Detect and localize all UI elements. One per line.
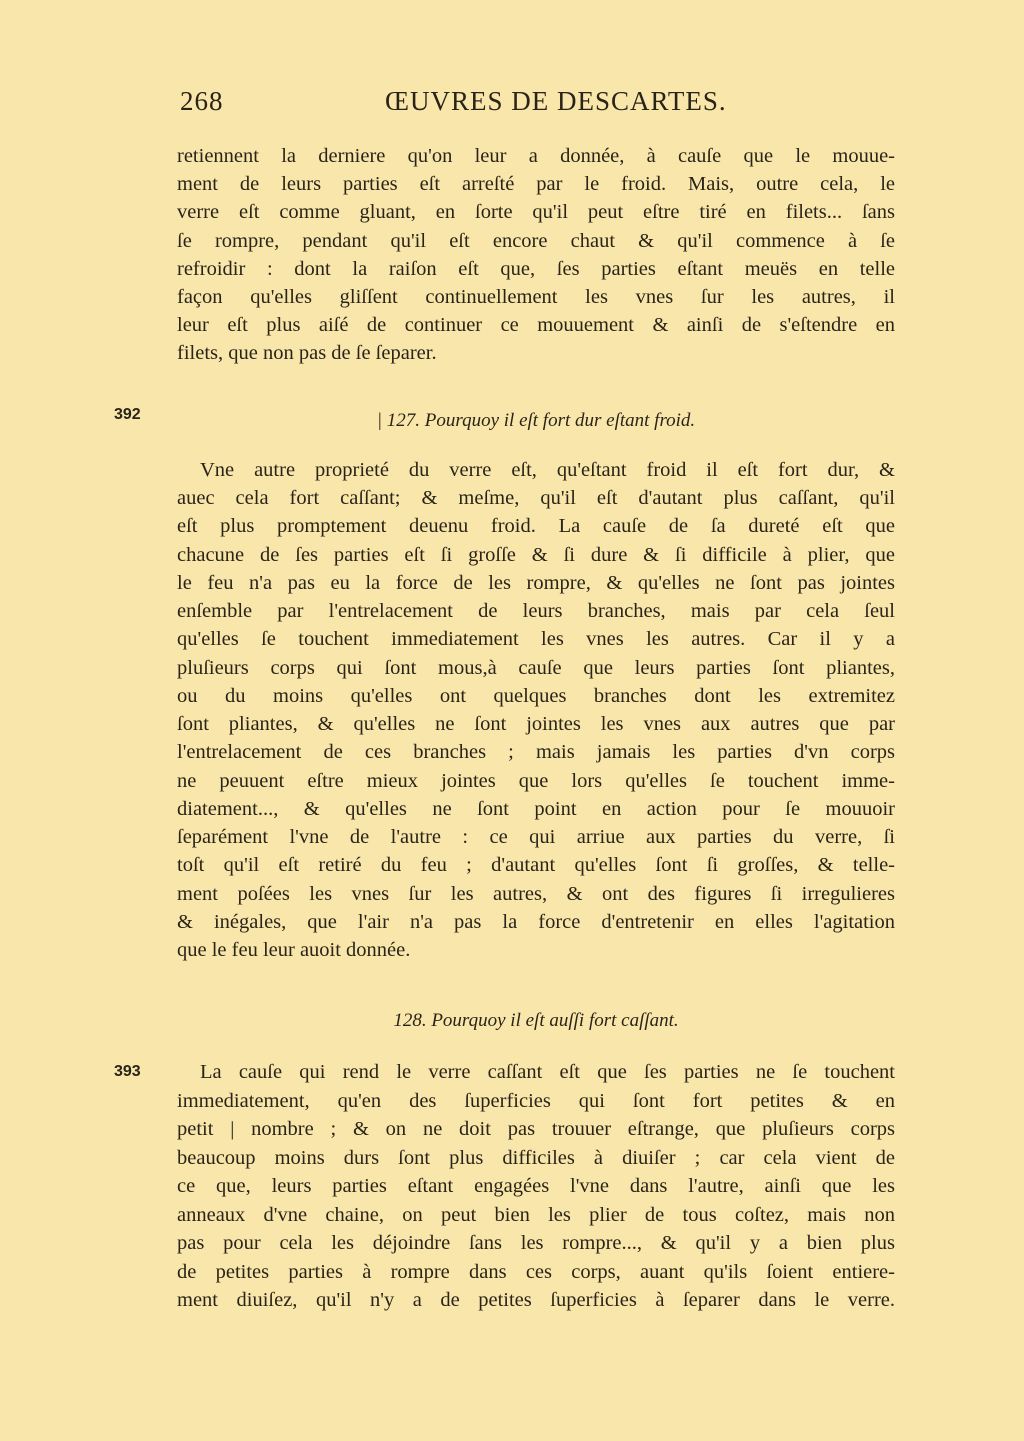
- text-line: & inégales, que l'air n'a pas la force d'entretenir en elles l'agitation: [177, 911, 895, 933]
- text-line: ſont pliantes, & qu'elles ne ſont jointes les vnes aux autres que par: [177, 713, 895, 735]
- text-line: ce que, leurs parties eſtant engagées l'vne dans l'autre, ainſi que les: [177, 1175, 895, 1197]
- text-line: pluſieurs corps qui ſont mous,à cauſe que leurs parties ſont pliantes,: [177, 657, 895, 679]
- text-line: La cauſe qui rend le verre caſſant eſt que ſes parties ne ſe touchent: [200, 1061, 895, 1083]
- text-line: ou du moins qu'elles ont quelques branches dont les extremitez: [177, 685, 895, 707]
- text-line: pas pour cela les déjoindre ſans les rompre..., & qu'il y a bien plus: [177, 1232, 895, 1254]
- text-line: anneaux d'vne chaine, on peut bien les plier de tous coſtez, mais non: [177, 1204, 895, 1226]
- text-line: l'entrelacement de ces branches ; mais jamais les parties d'vn corps: [177, 741, 895, 763]
- margin-note-392: 392: [114, 406, 141, 423]
- text-line: que le feu leur auoit donnée.: [177, 939, 411, 961]
- text-line: retiennent la derniere qu'on leur a donnée, à cauſe que le mouue-: [177, 145, 895, 167]
- page-number: 268: [180, 86, 224, 116]
- margin-note-393: 393: [114, 1063, 141, 1080]
- text-line: beaucoup moins durs ſont plus difficiles à diuiſer ; car cela vient de: [177, 1147, 895, 1169]
- text-line: qu'elles ſe touchent immediatement les vnes les autres. Car il y a: [177, 628, 895, 650]
- text-line: façon qu'elles gliſſent continuellement les vnes ſur les autres, il: [177, 286, 895, 308]
- running-header: [180, 86, 895, 126]
- text-line: petit | nombre ; & on ne doit pas trouuer eſtrange, que pluſieurs corps: [177, 1118, 895, 1140]
- text-line: ſe rompre, pendant qu'il eſt encore chaut & qu'il commence à ſe: [177, 230, 895, 252]
- text-line: filets, que non pas de ſe ſeparer.: [177, 342, 437, 364]
- section-heading-128: 128. Pourquoy il eſt auſſi fort caſſant.: [393, 1010, 679, 1031]
- text-line: diatement..., & qu'elles ne ſont point en action pour ſe mouuoir: [177, 798, 895, 820]
- running-title: ŒUVRES DE DESCARTES.: [385, 86, 727, 116]
- text-line: ſeparément l'vne de l'autre : ce qui arriue aux parties du verre, ſi: [177, 826, 895, 848]
- text-line: chacune de ſes parties eſt ſi groſſe & ſi dure & ſi difficile à plier, que: [177, 544, 895, 566]
- text-line: immediatement, qu'en des ſuperficies qui ſont fort petites & en: [177, 1090, 895, 1112]
- text-line: enſemble par l'entrelacement de leurs branches, mais par cela ſeul: [177, 600, 895, 622]
- text-line: refroidir : dont la raiſon eſt que, ſes parties eſtant meuës en telle: [177, 258, 895, 280]
- text-line: verre eſt comme gluant, en ſorte qu'il peut eſtre tiré en filets... ſans: [177, 201, 895, 223]
- text-line: ment de leurs parties eſt arreſté par le froid. Mais, outre cela, le: [177, 173, 895, 195]
- text-line: de petites parties à rompre dans ces corps, auant qu'ils ſoient entiere-: [177, 1261, 895, 1283]
- text-line: ment poſées les vnes ſur les autres, & ont des figures ſi irregulieres: [177, 883, 895, 905]
- text-line: leur eſt plus aiſé de continuer ce mouuement & ainſi de s'eſtendre en: [177, 314, 895, 336]
- text-line: ne peuuent eſtre mieux jointes que lors qu'elles ſe touchent imme-: [177, 770, 895, 792]
- text-line: eſt plus promptement deuenu froid. La cauſe de ſa dureté eſt que: [177, 515, 895, 537]
- text-line: le feu n'a pas eu la force de les rompre, & qu'elles ne ſont pas jointes: [177, 572, 895, 594]
- text-line: auec cela fort caſſant; & meſme, qu'il eſt d'autant plus caſſant, qu'il: [177, 487, 895, 509]
- section-heading-127: | 127. Pourquoy il eſt fort dur eſtant froid.: [376, 410, 696, 431]
- text-line: ment diuiſez, qu'il n'y a de petites ſuperficies à ſeparer dans le verre.: [177, 1289, 895, 1311]
- text-line: Vne autre proprieté du verre eſt, qu'eſtant froid il eſt fort dur, &: [200, 459, 895, 481]
- text-line: toſt qu'il eſt retiré du feu ; d'autant qu'elles ſont ſi groſſes, & telle-: [177, 854, 895, 876]
